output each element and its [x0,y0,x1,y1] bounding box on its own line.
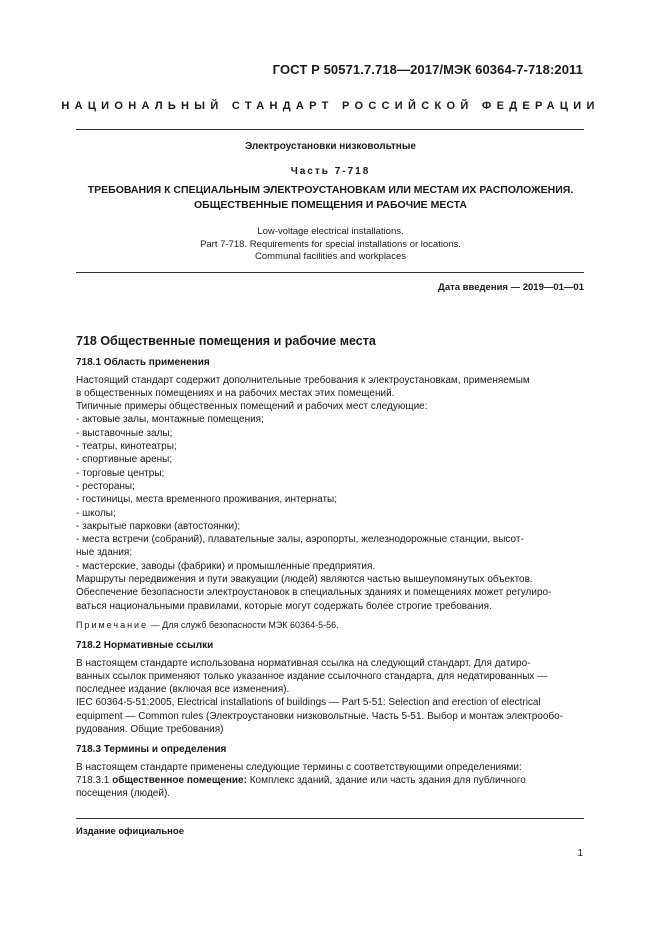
introduction-date: Дата введения — 2019—01—01 [438,282,584,293]
list-item: - актовые залы, монтажные помещения; [76,414,264,426]
term-definition-text: Комплекс зданий, здание или часть здания для публичного [246,774,526,786]
list-item: - спортивные арены; [76,454,173,466]
gost-code: ГОСТ Р 50571.7.718—2017/МЭК 60364-7-718:2011 [272,62,583,77]
english-title [30,226,631,264]
list-item: - театры, кинотеатры; [76,441,177,453]
paragraph [76,696,584,736]
term-definition [76,774,584,801]
list-item: - закрытые парковки (автостоянки); [76,520,241,532]
note [76,619,584,632]
text-line: ванных ссылок применяют только указанное издание ссылочного стандарта, для недатированных — [76,670,548,682]
text-line [76,774,584,787]
text-line: В настоящем стандарте использована нормативная ссылка на следующий стандарт. Для датиро- [76,657,531,669]
national-standard-banner: НАЦИОНАЛЬНЫЙ СТАНДАРТ РОССИЙСКОЙ ФЕДЕРАЦИИ [61,100,600,112]
text-line: IEC 60364-5-51:2005, Electrical installations of buildings — Part 5-51: Selection and erection of electrical [76,697,541,709]
subsection-heading-terms: 718.3 Термины и определения [76,744,227,756]
divider-bottom [76,818,584,819]
list-item: - рестораны; [76,480,135,492]
text-line: Обеспечение безопасности электроустановок в специальных зданиях и помещениях может регулиро- [76,587,552,599]
text-line: Маршруты передвижения и пути эвакуации (людей) являются частью вышеупомянутых объектов. [76,574,533,586]
english-title-line: Low-voltage electrical installations. [257,226,404,237]
paragraph: Типичные примеры общественных помещений и рабочих мест следующие: [76,401,428,413]
list-item: - торговые центры; [76,467,165,479]
english-title-line: Part 7-718. Requirements for special installations or locations. [200,238,461,250]
list-item: - гостиницы, места временного проживания, интернаты; [76,494,337,506]
divider-middle [76,272,584,273]
text-line: ваться национальными правилами, которые могут содержать более строгие требования. [76,600,492,612]
document-body [76,335,584,801]
text-line: рудования. Общие требования) [76,724,224,736]
text-line [76,374,584,387]
term: общественное помещение: [112,774,247,786]
text-line-content: Настоящий стандарт содержит дополнительные требования к электроустановкам, применяемым [76,374,530,386]
english-title-line: Communal facilities and workplaces [254,251,406,263]
text-line: equipment — Common rules (Электроустановки низковольтные. Часть 5-51. Выбор и монтаж электрообо- [76,710,564,722]
list-item: - места встречи (собраний), плавательные залы, аэропорты, железнодорожные станции, высот- [76,534,524,546]
note-text: — Для служб безопасности МЭК 60364-5-56. [148,619,339,630]
page-number: 1 [577,848,583,859]
main-title-line: ОБЩЕСТВЕННЫЕ ПОМЕЩЕНИЯ И РАБОЧИЕ МЕСТА [194,199,467,211]
text-line: в общественных помещениях и на рабочих местах этих помещений. [76,387,395,399]
paragraph [76,573,584,613]
document-subtitle: Электроустановки низковольтные [245,141,416,152]
paragraph [76,657,584,697]
list-item: - школы; [76,507,116,519]
paragraph: В настоящем стандарте применены следующие термины с соответствующими определениями: [76,761,522,773]
section-heading: 718 Общественные помещения и рабочие места [76,334,376,348]
list-item: - мастерские, заводы (фабрики) и промышленные предприятия. [76,560,376,572]
examples-list [76,413,584,573]
list-item: ные здания; [76,547,133,559]
text-line: последнее издание (включая все изменения). [76,684,290,696]
paragraph [76,374,584,401]
divider-top [76,129,584,130]
text-line: посещения (людей). [76,788,171,800]
subsection-heading-scope: 718.1 Область применения [76,357,210,369]
subsection-heading-references: 718.2 Нормативные ссылки [76,640,214,652]
edition-label: Издание официальное [76,826,184,837]
note-label: Примечание [76,619,149,630]
main-title [30,183,631,213]
main-title-line: ТРЕБОВАНИЯ К СПЕЦИАЛЬНЫМ ЭЛЕКТРОУСТАНОВКАМ ИЛИ МЕСТАМ ИХ РАСПОЛОЖЕНИЯ. [87,184,574,196]
part-label: Часть 7-718 [290,166,371,177]
list-item: - выставочные залы; [76,427,173,439]
term-number: 718.3.1 [76,774,113,786]
